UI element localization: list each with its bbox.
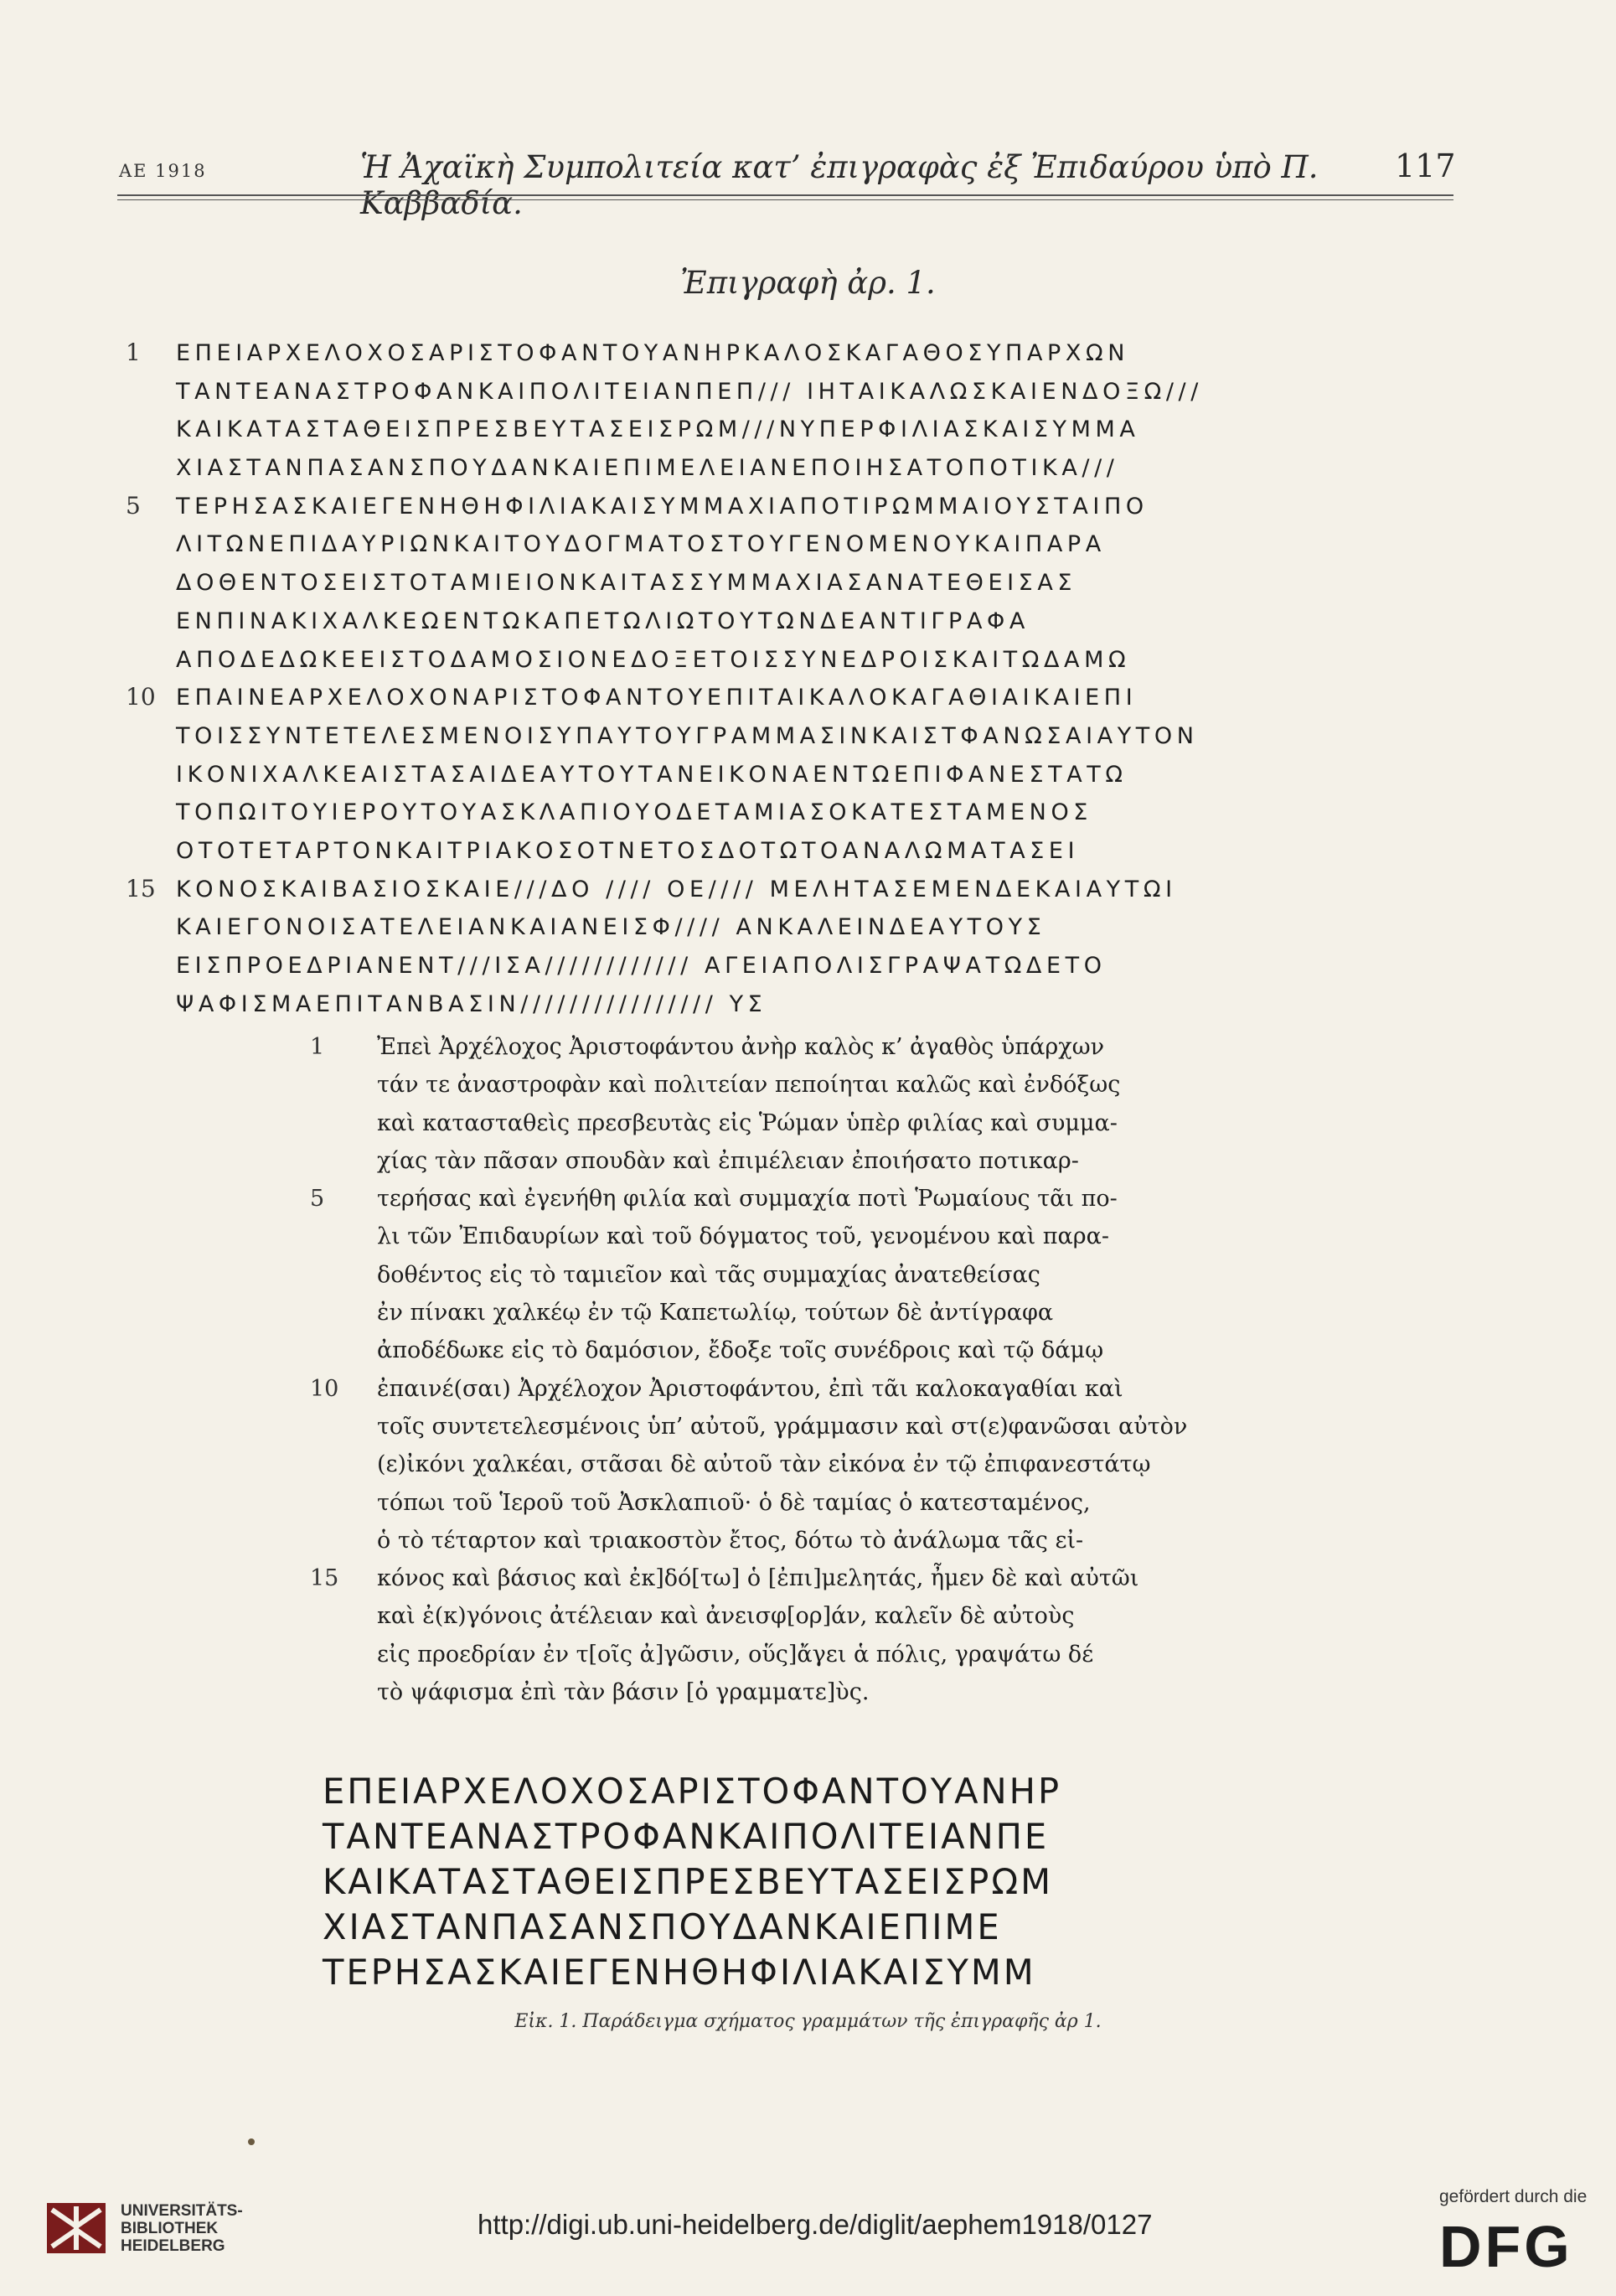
minuscule-text: (ε)ἰκόνι χαλκέαι, στᾶσαι δὲ αὐτοῦ τὰν εἰκόνα ἐν τῷ ἐπιφανεστάτῳ: [377, 1451, 1151, 1478]
minuscule-line: [310, 1565, 1273, 1603]
majuscule-text: ΔΟΘΕΝΤΟΣΕΙΣΤΟΤΑΜΙΕΙΟΝΚΑΙΤΑΣΣΥΜΜΑΧΙΑΣΑΝΑΤΕΘΕΙΣΑΣ: [176, 570, 1077, 597]
majuscule-line: [126, 796, 1483, 835]
minuscule-text: ἐν πίνακι χαλκέῳ ἐν τῷ Καπετωλίῳ, τούτων δὲ ἀντίγραφα: [377, 1300, 1054, 1326]
minuscule-line: [310, 1679, 1273, 1717]
figure-letter-line: ΕΠΕΙΑΡΧΕΛΟΧΟΣΑΡΙΣΤΟΦΑΝΤΟΥΑΝΗΡ: [323, 1771, 1062, 1812]
line-number: 1: [126, 339, 141, 366]
majuscule-text: ΤΟΠΩΙΤΟΥΙΕΡΟΥΤΟΥΑΣΚΛΑΠΙΟΥΟΔΕΤΑΜΙΑΣΟΚΑΤΕΣΤΑΜΕΝΟΣ: [176, 799, 1092, 826]
minuscule-text: καὶ κατασταθεὶς πρεσβευτὰς εἰς Ῥώμαν ὑπὲρ φιλίας καὶ συμμα-: [377, 1109, 1118, 1136]
university-seal-icon: [45, 2201, 107, 2255]
library-logo-text: [121, 2202, 243, 2255]
minuscule-text: εἰς προεδρίαν ἐν τ[οῖς ἀ]γῶσιν, οὕς]ἄγει ἁ πόλις, γραψάτω δέ: [377, 1641, 1094, 1668]
minuscule-text: ἀποδέδωκε εἰς τὸ δαμόσιον, ἔδοξε τοῖς συνέδροις καὶ τῷ δάμῳ: [377, 1337, 1104, 1364]
majuscule-text: ΧΙΑΣΤΑΝΠΑΣΑΝΣΠΟΥΔΑΝΚΑΙΕΠΙΜΕΛΕΙΑΝΕΠΟΙΗΣΑΤΟΠΟΤΙΚΑ///: [176, 455, 1119, 482]
line-number: 5: [310, 1186, 325, 1213]
minuscule-line: [310, 1300, 1273, 1337]
minuscule-text: ὁ τὸ τέταρτον καὶ τριακοστὸν ἔτος, δότω τὸ ἀνάλωμα τᾶς εἰ-: [377, 1527, 1084, 1554]
majuscule-line: [126, 681, 1483, 720]
minuscule-text: τάν τε ἀναστροφὰν καὶ πολιτείαν πεποίηται καλῶς καὶ ἐνδόξως: [377, 1072, 1121, 1099]
majuscule-text: ΑΠΟΔΕΔΩΚΕΕΙΣΤΟΔΑΜΟΣΙΟΝΕΔΟΞΕΤΟΙΣΣΥΝΕΔΡΟΙΣΚΑΙΤΩΔΑΜΩ: [176, 646, 1131, 673]
minuscule-line: [310, 1072, 1273, 1109]
majuscule-line: [126, 413, 1483, 452]
minuscule-line: [310, 1528, 1273, 1565]
minuscule-text: χίας τὰν πᾶσαν σπουδὰν καὶ ἐπιμέλειαν ἐποιήσατο ποτικαρ-: [377, 1147, 1079, 1174]
majuscule-line: [126, 566, 1483, 605]
minuscule-line: [310, 1490, 1273, 1528]
minuscule-text: τερήσας καὶ ἐγενήθη φιλία καὶ συμμαχία ποτὶ Ῥωμαίους τᾶι πο-: [377, 1186, 1118, 1213]
majuscule-line: [126, 337, 1483, 375]
majuscule-text: ΛΙΤΩΝΕΠΙΔΑΥΡΙΩΝΚΑΙΤΟΥΔΟΓΜΑΤΟΣΤΟΥΓΕΝΟΜΕΝΟΥΚΑΙΠΑΡΑ: [176, 531, 1106, 558]
minuscule-text: ἐπαινέ(σαι) Ἀρχέλοχον Ἀριστοφάντου, ἐπὶ τᾶι καλοκαγαθίαι καὶ: [377, 1375, 1123, 1402]
minuscule-line: [310, 1223, 1273, 1261]
majuscule-text: ΤΑΝΤΕΑΝΑΣΤΡΟΦΑΝΚΑΙΠΟΛΙΤΕΙΑΝΠΕΠ/// ΙΗΤΑΙΚΑΛΩΣΚΑΙΕΝΔΟΞΩ///: [176, 378, 1203, 405]
majuscule-text: ΤΕΡΗΣΑΣΚΑΙΕΓΕΝΗΘΗΦΙΛΙΑΚΑΙΣΥΜΜΑΧΙΑΠΟΤΙΡΩΜΜΑΙΟΥΣΤΑΙΠΟ: [176, 493, 1149, 520]
letter-form-figure: [323, 1771, 1269, 1997]
source-url-link[interactable]: http://digi.ub.uni-heidelberg.de/diglit/aephem1918/0127: [478, 2209, 1153, 2240]
majuscule-text: ΚΟΝΟΣΚΑΙΒΑΣΙΟΣΚΑΙΕ///ΔΟ //// ΟΕ//// ΜΕΛΗΤΑΣΕΜΕΝΔΕΚΑΙΑΥΤΩΙ: [176, 876, 1177, 902]
majuscule-line: [126, 835, 1483, 873]
minuscule-line: [310, 1603, 1273, 1641]
majuscule-line: [126, 644, 1483, 682]
majuscule-text: ΕΠΑΙΝΕΑΡΧΕΛΟΧΟΝΑΡΙΣΤΟΦΑΝΤΟΥΕΠΙΤΑΙΚΑΛΟΚΑΓΑΘΙΑΙΚΑΙΕΠΙ: [176, 685, 1138, 711]
line-number: 10: [126, 683, 156, 711]
minuscule-line: [310, 1414, 1273, 1451]
library-line1: UNIVERSITÄTS-: [121, 2202, 243, 2220]
majuscule-line: [126, 528, 1483, 566]
line-number: 1: [310, 1034, 325, 1060]
figure-letter-line: ΤΑΝΤΕΑΝΑΣΤΡΟΦΑΝΚΑΙΠΟΛΙΤΕΙΑΝΠΕ: [323, 1816, 1050, 1857]
majuscule-text: ΨΑΦΙΣΜΑΕΠΙΤΑΝΒΑΣΙΝ//////////////// ΥΣ: [176, 990, 767, 1017]
minuscule-text: τοῖς συντετελεσμένοις ὑπ’ αὐτοῦ, γράμμασιν καὶ στ(ε)φανῶσαι αὐτὸν: [377, 1413, 1188, 1440]
majuscule-line: [126, 949, 1483, 988]
majuscule-line: [126, 911, 1483, 949]
minuscule-line: [310, 1642, 1273, 1679]
minuscule-text: καὶ ἐ(κ)γόνοις ἀτέλειαν καὶ ἀνεισφ[ορ]άν, καλεῖν δὲ αὐτοὺς: [377, 1603, 1075, 1630]
figure-letter-line: ΚΑΙΚΑΤΑΣΤΑΘΕΙΣΠΡΕΣΒΕΥΤΑΣΕΙΣΡΩΜ: [323, 1861, 1054, 1902]
minuscule-text: τὸ ψάφισμα ἐπὶ τὰν βάσιν [ὁ γραμματε]ὺς.: [377, 1679, 870, 1706]
inscription-title: Ἐπιγραφὴ ἀρ. 1.: [680, 265, 936, 301]
library-line3: HEIDELBERG: [121, 2237, 225, 2255]
majuscule-text: ΕΝΠΙΝΑΚΙΧΑΛΚΕΩΕΝΤΩΚΑΠΕΤΩΛΙΩΤΟΥΤΩΝΔΕΑΝΤΙΓΡΑΦΑ: [176, 608, 1030, 634]
majuscule-line: [126, 720, 1483, 758]
figure-letter-line: ΧΙΑΣΤΑΝΠΑΣΑΝΣΠΟΥΔΑΝΚΑΙΕΠΙΜΕ: [323, 1906, 1002, 1947]
majuscule-line: [126, 375, 1483, 414]
header-rule: [117, 194, 1453, 196]
majuscule-text: ΚΑΙΕΓΟΝΟΙΣΑΤΕΛΕΙΑΝΚΑΙΑΝΕΙΣΦ//// ΑΝΚΑΛΕΙΝΔΕΑΥΤΟΥΣ: [176, 914, 1046, 941]
figure-caption: Εἰκ. 1. Παράδειγμα σχήματος γραμμάτων τῆς ἐπιγραφῆς ἀρ 1.: [514, 2011, 1102, 2032]
majuscule-transcription: [126, 337, 1483, 1026]
ink-spot: [248, 2138, 255, 2145]
minuscule-text: τόπωι τοῦ Ἱεροῦ τοῦ Ἀσκλαπιοῦ· ὁ δὲ ταμίας ὁ κατεσταμένος,: [377, 1489, 1091, 1516]
funded-by-label: gefördert durch die: [1439, 2187, 1588, 2206]
minuscule-line: [310, 1262, 1273, 1300]
header-rule-thin: [117, 199, 1453, 200]
majuscule-line: [126, 605, 1483, 644]
majuscule-line: [126, 873, 1483, 912]
minuscule-text: Ἐπεὶ Ἀρχέλοχος Ἀριστοφάντου ἀνὴρ καλὸς κ’ ἀγαθὸς ὑπάρχων: [377, 1034, 1105, 1060]
line-number: 15: [126, 874, 156, 902]
majuscule-text: ΤΟΙΣΣΥΝΤΕΤΕΛΕΣΜΕΝΟΙΣΥΠΑΥΤΟΥΓΡΑΜΜΑΣΙΝΚΑΙΣΤΦΑΝΩΣΑΙΑΥΤΟΝ: [176, 722, 1199, 749]
majuscule-text: ΟΤΟΤΕΤΑΡΤΟΝΚΑΙΤΡΙΑΚΟΣΟΤΝΕΤΟΣΔΟΤΩΤΟΑΝΑΛΩΜΑΤΑΣΕΙ: [176, 837, 1080, 864]
minuscule-line: [310, 1451, 1273, 1489]
majuscule-text: ΙΚΟΝΙΧΑΛΚΕΑΙΣΤΑΣΑΙΔΕΑΥΤΟΥΤΑΝΕΙΚΟΝΑΕΝΤΩΕΠΙΦΑΝΕΣΤΑΤΩ: [176, 761, 1128, 788]
library-line2: BIBLIOTHEK: [121, 2220, 219, 2237]
figure-letter-line: ΤΕΡΗΣΑΣΚΑΙΕΓΕΝΗΘΗΦΙΛΙΑΚΑΙΣΥΜΜ: [323, 1952, 1036, 1993]
majuscule-text: ΕΙΣΠΡΟΕΔΡΙΑΝΕΝΤ///ΙΣΑ//////////// ΑΓΕΙΑΠΟΛΙΣΓΡΑΨΑΤΩΔΕΤΟ: [176, 953, 1107, 979]
majuscule-line: [126, 988, 1483, 1026]
line-number: 15: [310, 1565, 339, 1592]
running-title: Ἡ Ἀχαϊκὴ Συμπολιτεία κατ’ ἐπιγραφὰς ἐξ Ἐπιδαύρου ὑπὸ Π. Καββαδία.: [360, 149, 1319, 221]
majuscule-line: [126, 758, 1483, 797]
majuscule-line: [126, 452, 1483, 490]
minuscule-line: [310, 1034, 1273, 1072]
minuscule-line: [310, 1148, 1273, 1186]
majuscule-text: ΚΑΙΚΑΤΑΣΤΑΘΕΙΣΠΡΕΣΒΕΥΤΑΣΕΙΣΡΩΜ///ΝΥΠΕΡΦΙΛΙΑΣΚΑΙΣΥΜΜΑ: [176, 416, 1140, 443]
minuscule-text: δοθέντος εἰς τὸ ταμιεῖον καὶ τᾶς συμμαχίας ἀνατεθείσας: [377, 1261, 1040, 1288]
minuscule-line: [310, 1337, 1273, 1375]
minuscule-line: [310, 1186, 1273, 1223]
minuscule-line: [310, 1376, 1273, 1414]
page-number: 117: [1395, 147, 1456, 184]
journal-abbrev: ΑΕ 1918: [119, 161, 207, 181]
minuscule-line: [310, 1110, 1273, 1148]
minuscule-transcription: [310, 1034, 1273, 1717]
minuscule-text: κόνος καὶ βάσιος καὶ ἐκ]δό[τω] ὁ [ἐπι]μελητάς, ἦμεν δὲ καὶ αὐτῶι: [377, 1565, 1139, 1592]
majuscule-text: ΕΠΕΙΑΡΧΕΛΟΧΟΣΑΡΙΣΤΟΦΑΝΤΟΥΑΝΗΡΚΑΛΟΣΚΑΓΑΘΟΣΥΠΑΡΧΩΝ: [176, 340, 1130, 366]
majuscule-line: [126, 490, 1483, 529]
dfg-logo: DFG: [1439, 2214, 1573, 2279]
line-number: 5: [126, 491, 141, 520]
line-number: 10: [310, 1375, 339, 1402]
minuscule-text: λι τῶν Ἐπιδαυρίων καὶ τοῦ δόγματος τοῦ, γενομένου καὶ παρα-: [377, 1223, 1110, 1250]
